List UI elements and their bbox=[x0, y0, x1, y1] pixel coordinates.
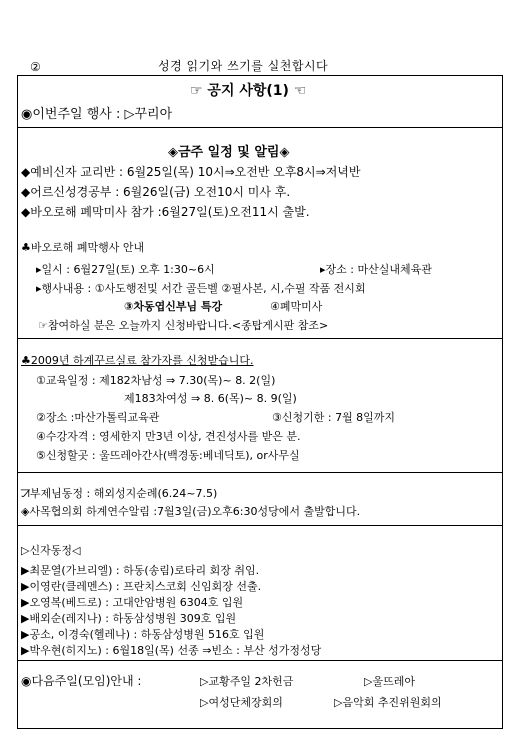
closing-event-content: ③차동엽신부님 특강 bbox=[124, 300, 223, 313]
divider bbox=[17, 660, 503, 661]
next-week-item: ▷여성단체장회의 bbox=[200, 696, 283, 709]
council-notice: ◈사목협의회 하계연수알림 :7월3일(금)오후6:30성당에서 출발합니다. bbox=[21, 505, 361, 518]
this-week-event: ◉이번주일 행사 : ▷꾸리아 bbox=[21, 107, 173, 122]
summer-school-schedule: ①교육일정 : 제182차남성 ⇒ 7.30(목)~ 8. 2(일) bbox=[36, 374, 276, 387]
member-news-item: ▶최문열(가브리엘) : 하동(송림)로타리 회장 취임. bbox=[21, 564, 260, 577]
member-news-heading: ▷신자동정◁ bbox=[21, 544, 81, 557]
deacon-news: ꠀ부제님동정 : 해외성지순례(6.24~7.5) bbox=[21, 487, 218, 500]
summer-school-schedule: 제183차여성 ⇒ 8. 6(목)~ 8. 9(일) bbox=[124, 392, 297, 405]
page-number-marker: ② bbox=[30, 60, 41, 74]
closing-event-content: ④폐막미사 bbox=[270, 300, 323, 313]
summer-school-application: ⑤신청할곳 : 울뜨레아간사(백경동:베네딕토), or사무실 bbox=[36, 449, 300, 462]
notice-heading: ◈금주 일정 및 알림◈ bbox=[168, 145, 290, 160]
notice-item: ◆어르신성경공부 : 6월26일(금) 오전10시 미사 후. bbox=[21, 185, 291, 199]
header-motto: 성경 읽기와 쓰기를 실천합시다 bbox=[158, 59, 329, 73]
closing-event-content: ▸행사내용 : ①사도행전및 서간 골든벨 ②필사본, 시,수필 작품 전시회 bbox=[36, 282, 366, 295]
notice-item: ◆바오로해 폐막미사 참가 :6월27일(토)오전11시 출발. bbox=[21, 205, 310, 219]
member-news-item: ▶오영복(베드로) : 고대안암병원 6304호 입원 bbox=[21, 596, 244, 609]
divider bbox=[17, 472, 503, 473]
summer-school-heading: ♣2009년 하계꾸르실료 참가자를 신청받습니다. bbox=[21, 354, 254, 367]
closing-event-place: ▸장소 : 마산실내체육관 bbox=[320, 263, 432, 276]
member-news-item: ▶이영란(클레멘스) : 프란치스코회 신임회장 선출. bbox=[21, 580, 262, 593]
closing-event-heading: ♣바오로해 폐막행사 안내 bbox=[21, 241, 145, 254]
divider bbox=[17, 338, 503, 339]
summer-school-qualification: ④수강자격 : 영세한지 만3년 이상, 견진성사를 받은 분. bbox=[36, 430, 301, 443]
page-title: ☞ 공지 사항(1) ☜ bbox=[190, 83, 307, 99]
divider bbox=[17, 525, 503, 526]
next-week-label: ◉다음주일(모임)안내 : bbox=[21, 674, 142, 688]
summer-school-place: ②장소 :마산가톨릭교육관 bbox=[36, 411, 160, 424]
divider bbox=[17, 127, 503, 128]
member-news-item: ▶공소, 이경숙(헬레나) : 하동삼성병원 516호 입원 bbox=[21, 628, 265, 641]
notice-item: ◆예비신자 교리반 : 6월25일(목) 10시⇒오전반 오후8시⇒저녁반 bbox=[21, 165, 361, 179]
next-week-item: ▷음악회 추진위원회의 bbox=[334, 696, 442, 709]
member-news-item: ▶배외순(레지나) : 하동삼성병원 309호 입원 bbox=[21, 612, 237, 625]
closing-event-datetime: ▸일시 : 6월27일(토) 오후 1:30~6시 bbox=[36, 263, 215, 276]
member-news-item: ▶박우현(히지노) : 6월18일(목) 선종 ⇒빈소 : 부산 성가정성당 bbox=[21, 644, 322, 657]
summer-school-deadline: ③신청기한 : 7월 8일까지 bbox=[272, 411, 396, 424]
next-week-item: ▷울뜨레아 bbox=[364, 675, 415, 688]
next-week-item: ▷교황주일 2차헌금 bbox=[200, 675, 294, 688]
closing-event-note: ☞참여하실 분은 오늘까지 신청바랍니다.<종탑게시판 참조> bbox=[38, 319, 329, 332]
